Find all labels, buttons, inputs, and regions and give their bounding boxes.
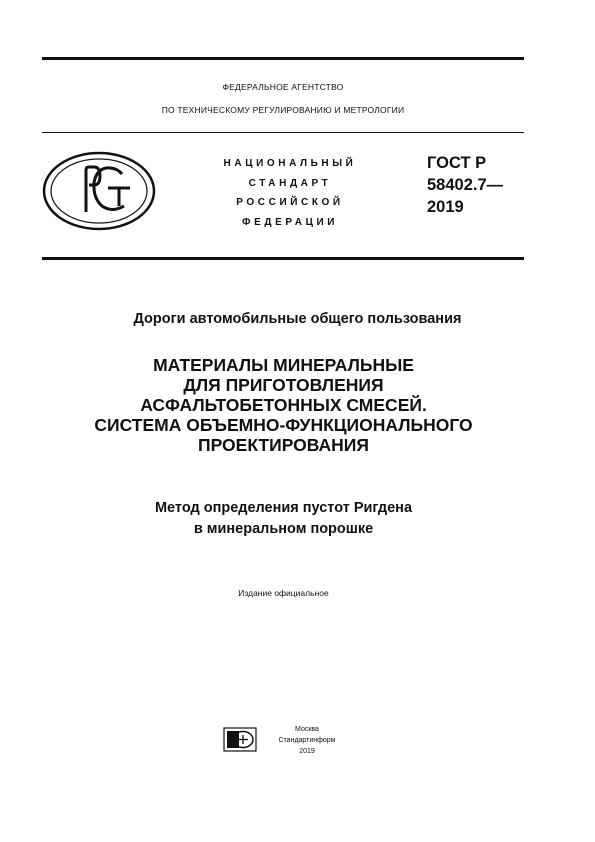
method-title	[0, 498, 567, 540]
standartinform-logo-icon	[223, 727, 257, 752]
gost-line: ГОСТ Р	[427, 154, 487, 172]
header-divider	[42, 132, 524, 133]
agency-line-1: ФЕДЕРАЛЬНОЕ АГЕНТСТВО	[222, 82, 344, 92]
publisher-city: Москва	[295, 726, 319, 733]
main-title-line: СИСТЕМА ОБЪЕМНО-ФУНКЦИОНАЛЬНОГО	[94, 415, 473, 435]
publisher-info	[262, 724, 352, 757]
national-standard-line: СТАНДАРТ	[248, 177, 332, 189]
national-standard-line: НАЦИОНАЛЬНЫЙ	[223, 158, 357, 169]
national-standard-label	[200, 154, 380, 232]
publisher-name: Стандартинформ	[278, 737, 336, 744]
main-title-line: АСФАЛЬТОБЕТОННЫХ СМЕСЕЙ.	[140, 395, 427, 415]
method-title-line: Метод определения пустот Ригдена	[154, 500, 413, 516]
top-rule	[42, 57, 524, 60]
method-title-line: в минеральном порошке	[193, 521, 374, 537]
middle-rule	[42, 257, 524, 260]
document-subtitle: Дороги автомобильные общего пользования	[133, 311, 462, 327]
edition-note: Издание официальное	[238, 588, 329, 598]
gost-line: 58402.7—	[427, 176, 504, 194]
agency-line-2: ПО ТЕХНИЧЕСКОМУ РЕГУЛИРОВАНИЮ И МЕТРОЛОГИИ	[161, 105, 405, 115]
main-title-line: ДЛЯ ПРИГОТОВЛЕНИЯ	[183, 375, 384, 395]
main-title-line: ПРОЕКТИРОВАНИЯ	[198, 435, 369, 455]
gost-line: 2019	[427, 198, 464, 216]
main-title-line: МАТЕРИАЛЫ МИНЕРАЛЬНЫЕ	[153, 355, 414, 375]
rst-certification-mark-icon	[42, 150, 156, 232]
gost-number	[427, 152, 503, 218]
main-title	[0, 355, 567, 455]
national-standard-line: ФЕДЕРАЦИИ	[241, 216, 339, 228]
publisher-year: 2019	[299, 748, 315, 755]
national-standard-line: РОССИЙСКОЙ	[236, 197, 344, 208]
